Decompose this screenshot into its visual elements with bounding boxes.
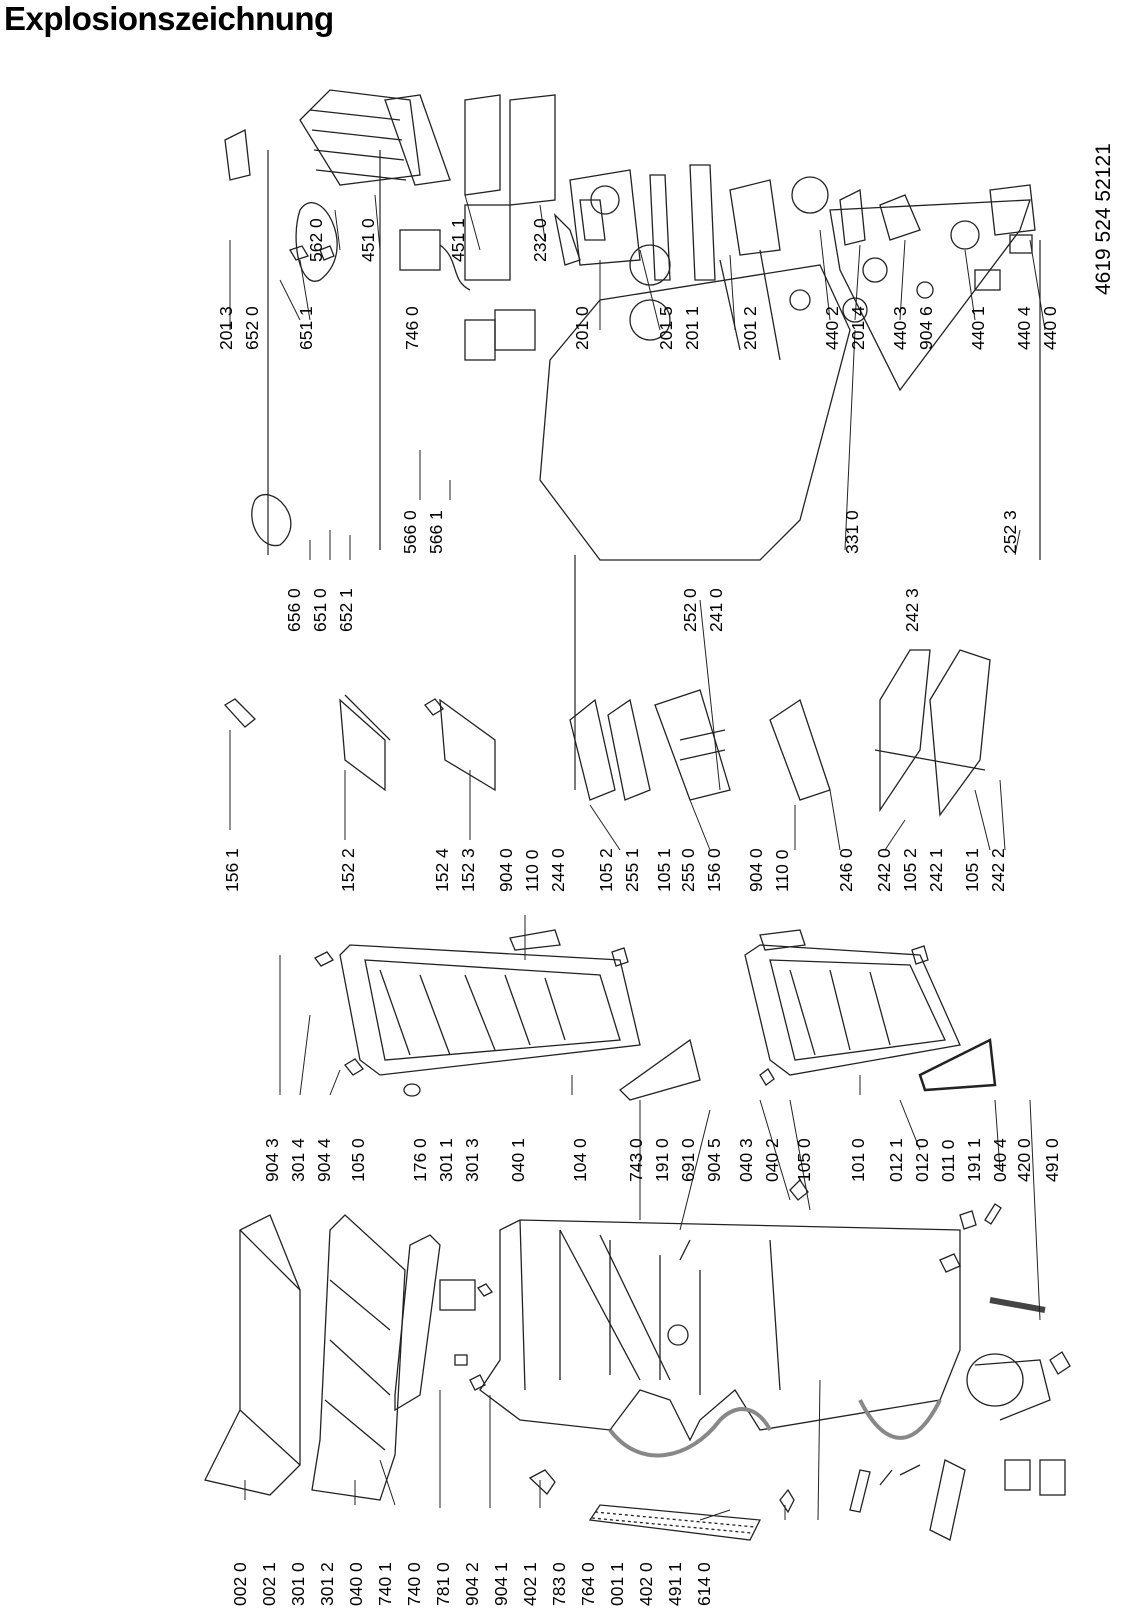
part-label: 740 0: [404, 1562, 424, 1606]
part-label: 242 3: [902, 588, 922, 632]
part-label: 105 2: [596, 848, 616, 892]
part-label: 402 1: [520, 1562, 540, 1606]
part-label: 652 1: [336, 588, 356, 632]
part-label: 491 0: [1042, 1138, 1062, 1182]
part-label: 252 0: [680, 588, 700, 632]
part-label: 562 0: [306, 218, 326, 262]
part-label: 105 2: [900, 848, 920, 892]
part-label: 656 0: [284, 588, 304, 632]
part-label: 781 0: [433, 1562, 453, 1606]
part-label: 232 0: [530, 218, 550, 262]
part-label: 104 0: [570, 1138, 590, 1182]
cabinet-assembly: [205, 1180, 1070, 1540]
part-label: 614 0: [694, 1562, 714, 1606]
part-label: 301 4: [288, 1138, 308, 1182]
part-label: 105 1: [654, 848, 674, 892]
part-label: 156 0: [704, 848, 724, 892]
part-label: 101 0: [848, 1138, 868, 1182]
part-label: 040 0: [346, 1562, 366, 1606]
part-label: 040 2: [762, 1138, 782, 1182]
part-label: 904 0: [746, 848, 766, 892]
part-label: 246 0: [836, 848, 856, 892]
part-label: 904 0: [496, 848, 516, 892]
part-label: 201 4: [848, 306, 868, 350]
part-label: 242 0: [874, 848, 894, 892]
part-label: 152 4: [432, 848, 452, 892]
part-label: 301 0: [288, 1562, 308, 1606]
part-label: 201 5: [656, 306, 676, 350]
part-label: 012 0: [912, 1138, 932, 1182]
part-label: 002 0: [230, 1562, 250, 1606]
part-label: 201 0: [572, 306, 592, 350]
part-label: 420 0: [1014, 1138, 1034, 1182]
part-label: 156 1: [222, 848, 242, 892]
part-label: 440 3: [890, 306, 910, 350]
part-label: 440 2: [822, 306, 842, 350]
part-label: 152 2: [338, 848, 358, 892]
part-label: 743 0: [626, 1138, 646, 1182]
part-label: 201 2: [740, 306, 760, 350]
part-label: 040 1: [508, 1138, 528, 1182]
part-label: 040 4: [990, 1138, 1010, 1182]
door-lower-assembly: [745, 930, 995, 1090]
part-label: 440 4: [1014, 306, 1034, 350]
part-label: 110 0: [522, 849, 542, 892]
part-label: 764 0: [578, 1562, 598, 1606]
part-label: 201 3: [216, 306, 236, 350]
part-label: 191 0: [652, 1138, 672, 1182]
part-label: 691 0: [678, 1138, 698, 1182]
part-label: 255 1: [622, 848, 642, 892]
part-label: 040 3: [736, 1138, 756, 1182]
page-title: Explosionszeichnung: [4, 0, 334, 37]
part-label: 255 0: [678, 848, 698, 892]
part-label: 904 3: [262, 1138, 282, 1182]
part-label: 105 1: [962, 848, 982, 892]
part-label: 783 0: [549, 1562, 569, 1606]
part-label: 110 0: [772, 849, 792, 892]
part-label: 904 5: [704, 1138, 724, 1182]
document-number: 4619 524 52121: [1092, 143, 1115, 295]
part-label: 242 2: [988, 848, 1008, 892]
part-label: 740 1: [375, 1562, 395, 1606]
part-label: 651 1: [296, 306, 316, 350]
part-label: 904 2: [462, 1562, 482, 1606]
part-label: 105 0: [794, 1138, 814, 1182]
part-label: 012 1: [886, 1138, 906, 1182]
part-label: 746 0: [402, 306, 422, 350]
part-label: 451 0: [358, 218, 378, 262]
part-label: 651 0: [310, 588, 330, 632]
door-upper-assembly: [315, 930, 700, 1100]
part-label: 566 0: [400, 510, 420, 554]
part-label: 451 1: [448, 218, 468, 262]
part-label: 301 2: [317, 1562, 337, 1606]
part-label: 191 1: [964, 1138, 984, 1182]
part-label: 402 0: [636, 1562, 656, 1606]
part-label: 105 0: [348, 1138, 368, 1182]
part-label: 491 1: [665, 1562, 685, 1606]
part-label: 301 1: [436, 1138, 456, 1182]
part-label: 011 0: [938, 1139, 958, 1182]
evaporator-assembly: [225, 90, 1035, 280]
part-label: 241 0: [706, 588, 726, 632]
part-label: 440 1: [968, 306, 988, 350]
part-label: 904 1: [491, 1562, 511, 1606]
part-label: 242 1: [926, 848, 946, 892]
part-label: 244 0: [548, 848, 568, 892]
part-label: 152 3: [458, 848, 478, 892]
part-label: 252 3: [1000, 510, 1020, 554]
part-label: 904 6: [916, 306, 936, 350]
shelves-drawers-assembly: [225, 650, 990, 815]
part-label: 201 1: [682, 306, 702, 350]
part-label: 904 4: [314, 1138, 334, 1182]
part-label: 566 1: [426, 510, 446, 554]
part-label: 331 0: [842, 510, 862, 554]
part-label: 001 1: [607, 1562, 627, 1606]
part-label: 002 1: [259, 1562, 279, 1606]
part-label: 176 0: [410, 1138, 430, 1182]
part-label: 440 0: [1040, 306, 1060, 350]
part-label: 652 0: [242, 306, 262, 350]
part-label: 301 3: [462, 1138, 482, 1182]
